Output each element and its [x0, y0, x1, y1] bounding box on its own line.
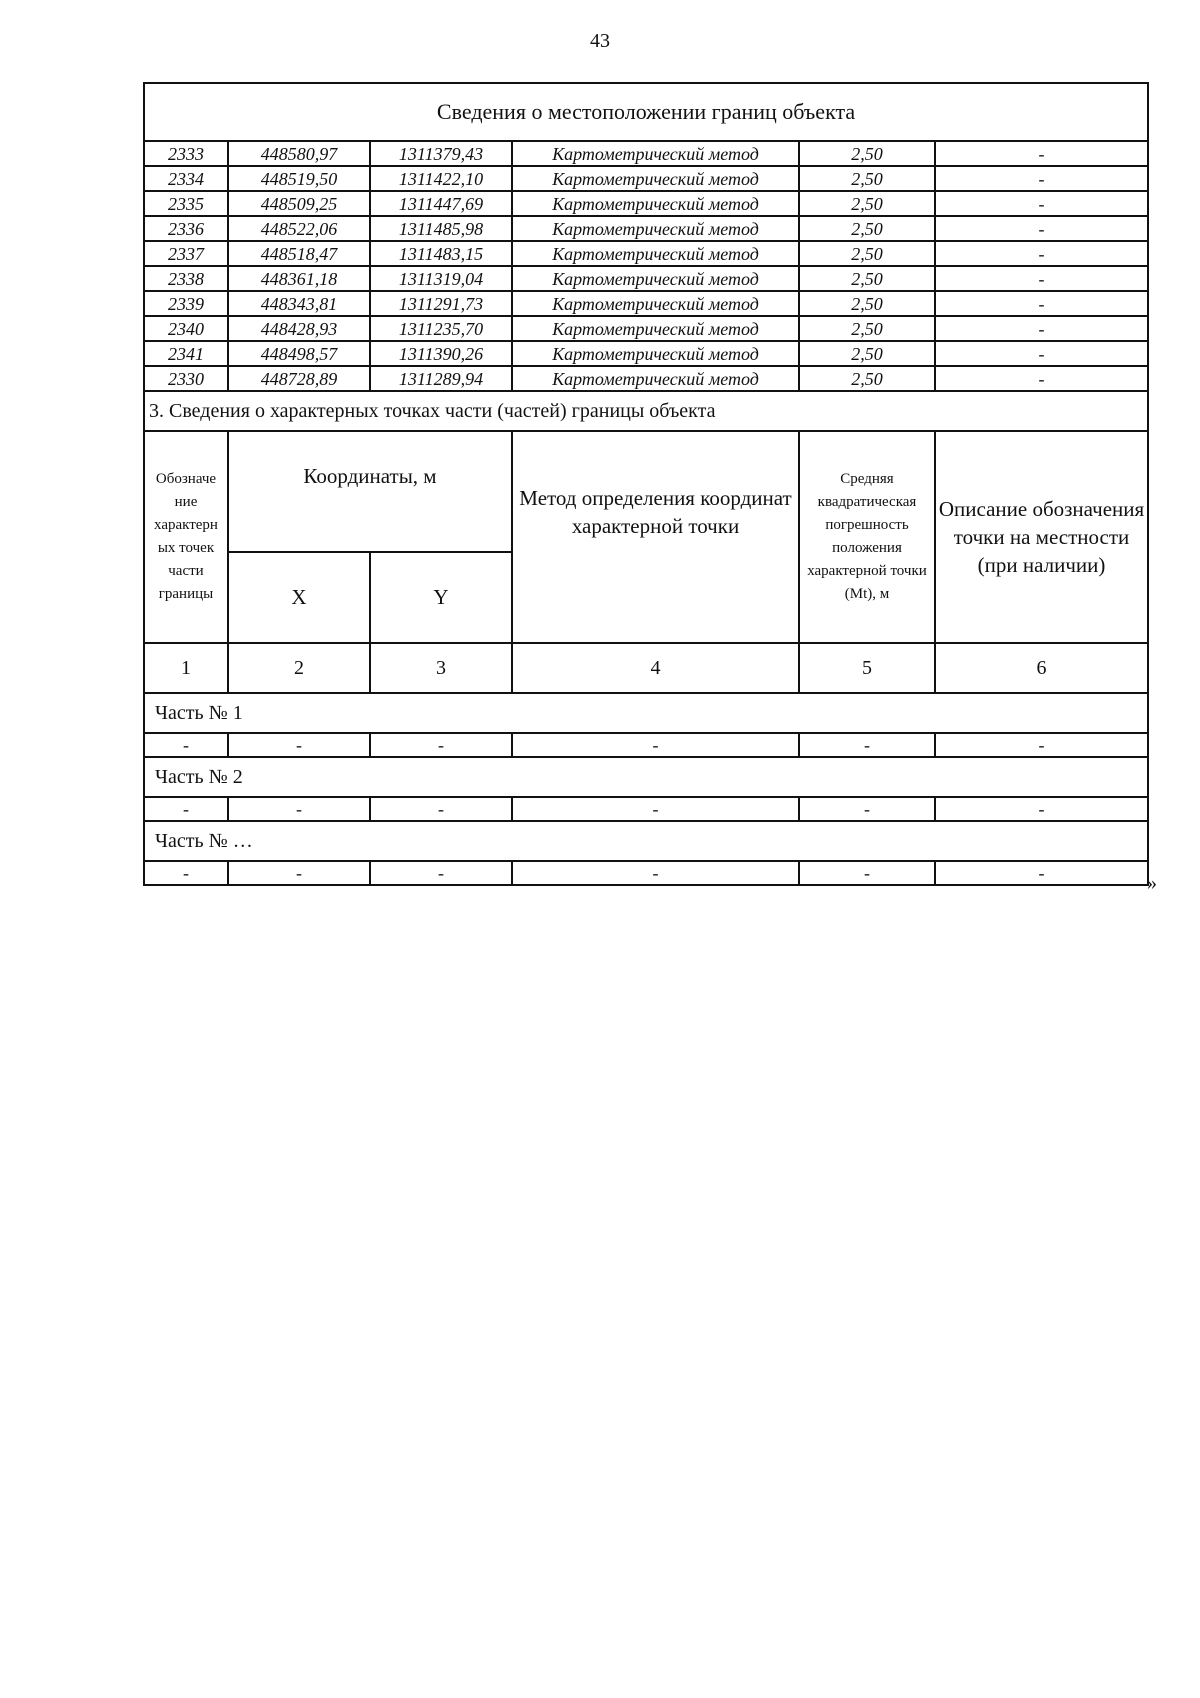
- header-description: Описание обозначения точки на местности (при наличии): [935, 431, 1148, 643]
- description: -: [935, 291, 1148, 316]
- method: Картометрический метод: [512, 266, 799, 291]
- error: 2,50: [799, 266, 935, 291]
- method: Картометрический метод: [512, 141, 799, 166]
- coord-x: 448519,50: [228, 166, 370, 191]
- method: Картометрический метод: [512, 191, 799, 216]
- column-number: 6: [935, 643, 1148, 693]
- part-label-row: [144, 757, 1148, 797]
- coord-x: 448522,06: [228, 216, 370, 241]
- table-row: [144, 316, 1148, 341]
- header-row: [144, 431, 1148, 552]
- part-data-row: [144, 733, 1148, 757]
- error: 2,50: [799, 366, 935, 391]
- coord-y: 1311485,98: [370, 216, 512, 241]
- table-row: [144, 241, 1148, 266]
- point-id: 2334: [144, 166, 228, 191]
- method: Картометрический метод: [512, 366, 799, 391]
- coord-x: 448580,97: [228, 141, 370, 166]
- part-cell: -: [799, 733, 935, 757]
- method: Картометрический метод: [512, 166, 799, 191]
- table-title: Сведения о местоположении границ объекта: [144, 83, 1148, 141]
- error: 2,50: [799, 316, 935, 341]
- error: 2,50: [799, 141, 935, 166]
- table-row: [144, 141, 1148, 166]
- column-number: 5: [799, 643, 935, 693]
- section-3-title: 3. Сведения о характерных точках части (частей) границы объекта: [144, 391, 1148, 431]
- header-method: Метод определения координат характерной точки: [512, 431, 799, 643]
- part-cell: -: [144, 861, 228, 885]
- description: -: [935, 191, 1148, 216]
- coord-x: 448509,25: [228, 191, 370, 216]
- header-mean-error: Средняя квадратическая погрешность положения характерной точки (Mt), м: [799, 431, 935, 643]
- coord-y: 1311235,70: [370, 316, 512, 341]
- description: -: [935, 166, 1148, 191]
- part-cell: -: [512, 797, 799, 821]
- part-cell: -: [370, 733, 512, 757]
- header-point-designation: Обозначе ние характерн ых точек части границы: [144, 431, 228, 643]
- description: -: [935, 366, 1148, 391]
- part-cell: -: [228, 797, 370, 821]
- table-title-row: [144, 83, 1148, 141]
- method: Картометрический метод: [512, 291, 799, 316]
- coord-y: 1311447,69: [370, 191, 512, 216]
- part-cell: -: [228, 733, 370, 757]
- part-label-row: [144, 821, 1148, 861]
- point-id: 2330: [144, 366, 228, 391]
- point-id: 2336: [144, 216, 228, 241]
- part-label: Часть № 1: [144, 693, 1148, 733]
- column-number: 3: [370, 643, 512, 693]
- part-label: Часть № …: [144, 821, 1148, 861]
- column-number: 2: [228, 643, 370, 693]
- point-id: 2337: [144, 241, 228, 266]
- part-cell: -: [370, 797, 512, 821]
- description: -: [935, 216, 1148, 241]
- table-row: [144, 191, 1148, 216]
- table-row: [144, 266, 1148, 291]
- method: Картометрический метод: [512, 216, 799, 241]
- point-id: 2335: [144, 191, 228, 216]
- point-id: 2339: [144, 291, 228, 316]
- point-id: 2340: [144, 316, 228, 341]
- method: Картометрический метод: [512, 341, 799, 366]
- error: 2,50: [799, 166, 935, 191]
- part-cell: -: [512, 733, 799, 757]
- coord-y: 1311422,10: [370, 166, 512, 191]
- section-3-title-row: [144, 391, 1148, 431]
- table-row: [144, 341, 1148, 366]
- page-number: 43: [590, 30, 610, 52]
- table-row: [144, 166, 1148, 191]
- coord-y: 1311289,94: [370, 366, 512, 391]
- column-number: 1: [144, 643, 228, 693]
- table-row: [144, 291, 1148, 316]
- table-row: [144, 366, 1148, 391]
- part-cell: -: [228, 861, 370, 885]
- column-number: 4: [512, 643, 799, 693]
- point-id: 2333: [144, 141, 228, 166]
- part-cell: -: [144, 797, 228, 821]
- point-id: 2338: [144, 266, 228, 291]
- description: -: [935, 341, 1148, 366]
- description: -: [935, 316, 1148, 341]
- error: 2,50: [799, 191, 935, 216]
- part-cell: -: [799, 861, 935, 885]
- coord-y: 1311291,73: [370, 291, 512, 316]
- coord-x: 448728,89: [228, 366, 370, 391]
- coord-x: 448518,47: [228, 241, 370, 266]
- point-id: 2341: [144, 341, 228, 366]
- part-data-row: [144, 797, 1148, 821]
- part-cell: -: [144, 733, 228, 757]
- error: 2,50: [799, 291, 935, 316]
- part-cell: -: [935, 861, 1148, 885]
- coord-x: 448428,93: [228, 316, 370, 341]
- part-cell: -: [370, 861, 512, 885]
- method: Картометрический метод: [512, 316, 799, 341]
- part-cell: -: [512, 861, 799, 885]
- closing-quote: »: [1147, 872, 1157, 894]
- part-cell: -: [799, 797, 935, 821]
- error: 2,50: [799, 241, 935, 266]
- part-label-row: [144, 693, 1148, 733]
- part-data-row: [144, 861, 1148, 885]
- description: -: [935, 141, 1148, 166]
- part-cell: -: [935, 797, 1148, 821]
- coord-y: 1311319,04: [370, 266, 512, 291]
- part-label: Часть № 2: [144, 757, 1148, 797]
- header-y: Y: [370, 552, 512, 643]
- error: 2,50: [799, 216, 935, 241]
- boundary-table: [143, 82, 1149, 886]
- coord-x: 448498,57: [228, 341, 370, 366]
- coord-y: 1311483,15: [370, 241, 512, 266]
- error: 2,50: [799, 341, 935, 366]
- method: Картометрический метод: [512, 241, 799, 266]
- coord-x: 448361,18: [228, 266, 370, 291]
- column-number-row: [144, 643, 1148, 693]
- coord-y: 1311390,26: [370, 341, 512, 366]
- coord-x: 448343,81: [228, 291, 370, 316]
- table-row: [144, 216, 1148, 241]
- header-coordinates: Координаты, м: [228, 431, 512, 552]
- header-x: X: [228, 552, 370, 643]
- description: -: [935, 266, 1148, 291]
- description: -: [935, 241, 1148, 266]
- part-cell: -: [935, 733, 1148, 757]
- coord-y: 1311379,43: [370, 141, 512, 166]
